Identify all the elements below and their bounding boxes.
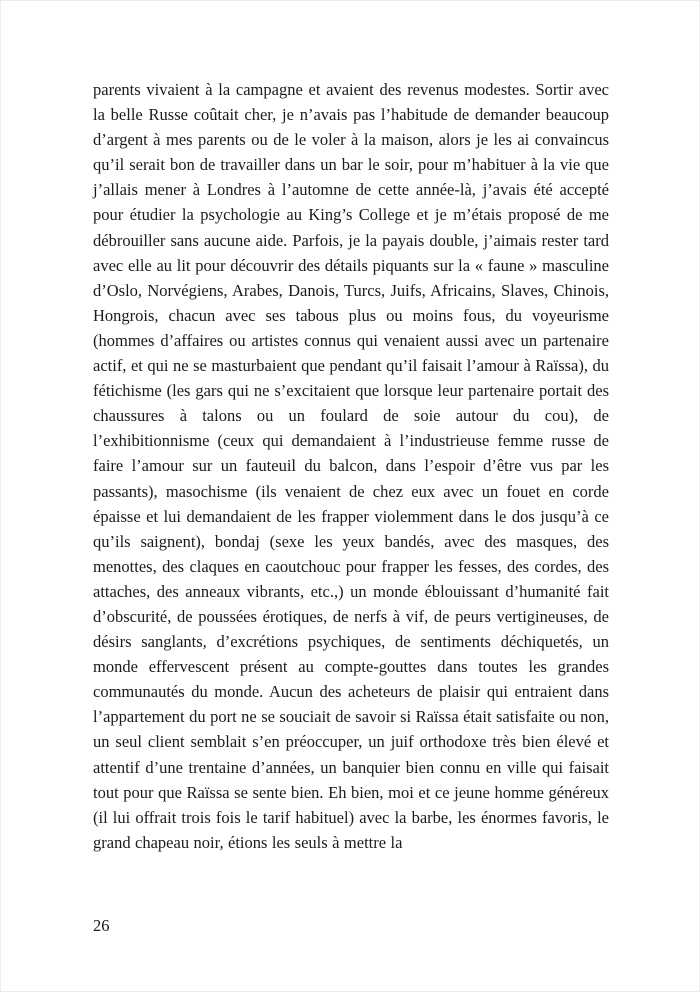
body-text-block [93, 77, 609, 855]
paragraph: parents vivaient à la campagne et avaient des revenus modestes. Sortir avec la belle Russe coûtait cher, je n’avais pas l’habitude de demander beaucoup d’argent à mes parents ou de le voler à la maison, alors je les ai convaincus qu’il serait bon de travailler dans un bar le soir, pour m’habituer à la vie que j’allais mener à Londres à l’automne de cette année-là, j’avais été accepté pour étudier la psychologie au King’s College et je m’étais proposé de me débrouiller sans aucune aide. Parfois, je la payais double, j’aimais rester tard avec elle au lit pour découvrir des détails piquants sur la « faune » masculine d’Oslo, Norvégiens, Arabes, Danois, Turcs, Juifs, Africains, Slaves, Chinois, Hongrois, chacun avec ses tabous plus ou moins fous, du voyeurisme (hommes d’affaires ou artistes connus qui venaient aussi avec un partenaire actif, et qui ne se masturbaient que pendant qu’il faisait l’amour à Raïssa), du fétichisme (les gars qui ne s’excitaient que lorsque leur partenaire portait des chaussures à talons ou un foulard de soie autour du cou), de l’exhibitionnisme (ceux qui demandaient à l’industrieuse femme russe de faire l’amour sur un fauteuil du balcon, dans l’espoir d’être vus par les passants), masochisme (ils venaient de chez eux avec un fouet en corde épaisse et lui demandaient de les frapper violemment dans le dos jusqu’à ce qu’ils saignent), bondaj (sexe les yeux bandés, avec des masques, des menottes, des claques en caoutchouc pour frapper les fesses, des cordes, des attaches, des anneaux vibrants, etc.,) un monde éblouissant d’humanité fait d’obscurité, de poussées érotiques, de nerfs à vif, de peurs vertigineuses, de désirs sanglants, d’excrétions psychiques, de sentiments déchiquetés, un monde effervescent présent au compte-gouttes dans toutes les grandes communautés du monde. Aucun des acheteurs de plaisir qui entraient dans l’appartement du port ne se souciait de savoir si Raïssa était satisfaite ou non, un seul client semblait s’en préoccuper, un juif orthodoxe très bien élevé et attentif d’une trentaine d’années, un banquier bien connu en ville qui faisait tout pour que Raïssa se sente bien. Eh bien, moi et ce jeune homme généreux (il lui offrait trois fois le tarif habituel) avec la barbe, les énormes favoris, le grand chapeau noir, étions les seuls à mettre la [93, 80, 609, 852]
page-number: 26 [93, 916, 110, 935]
